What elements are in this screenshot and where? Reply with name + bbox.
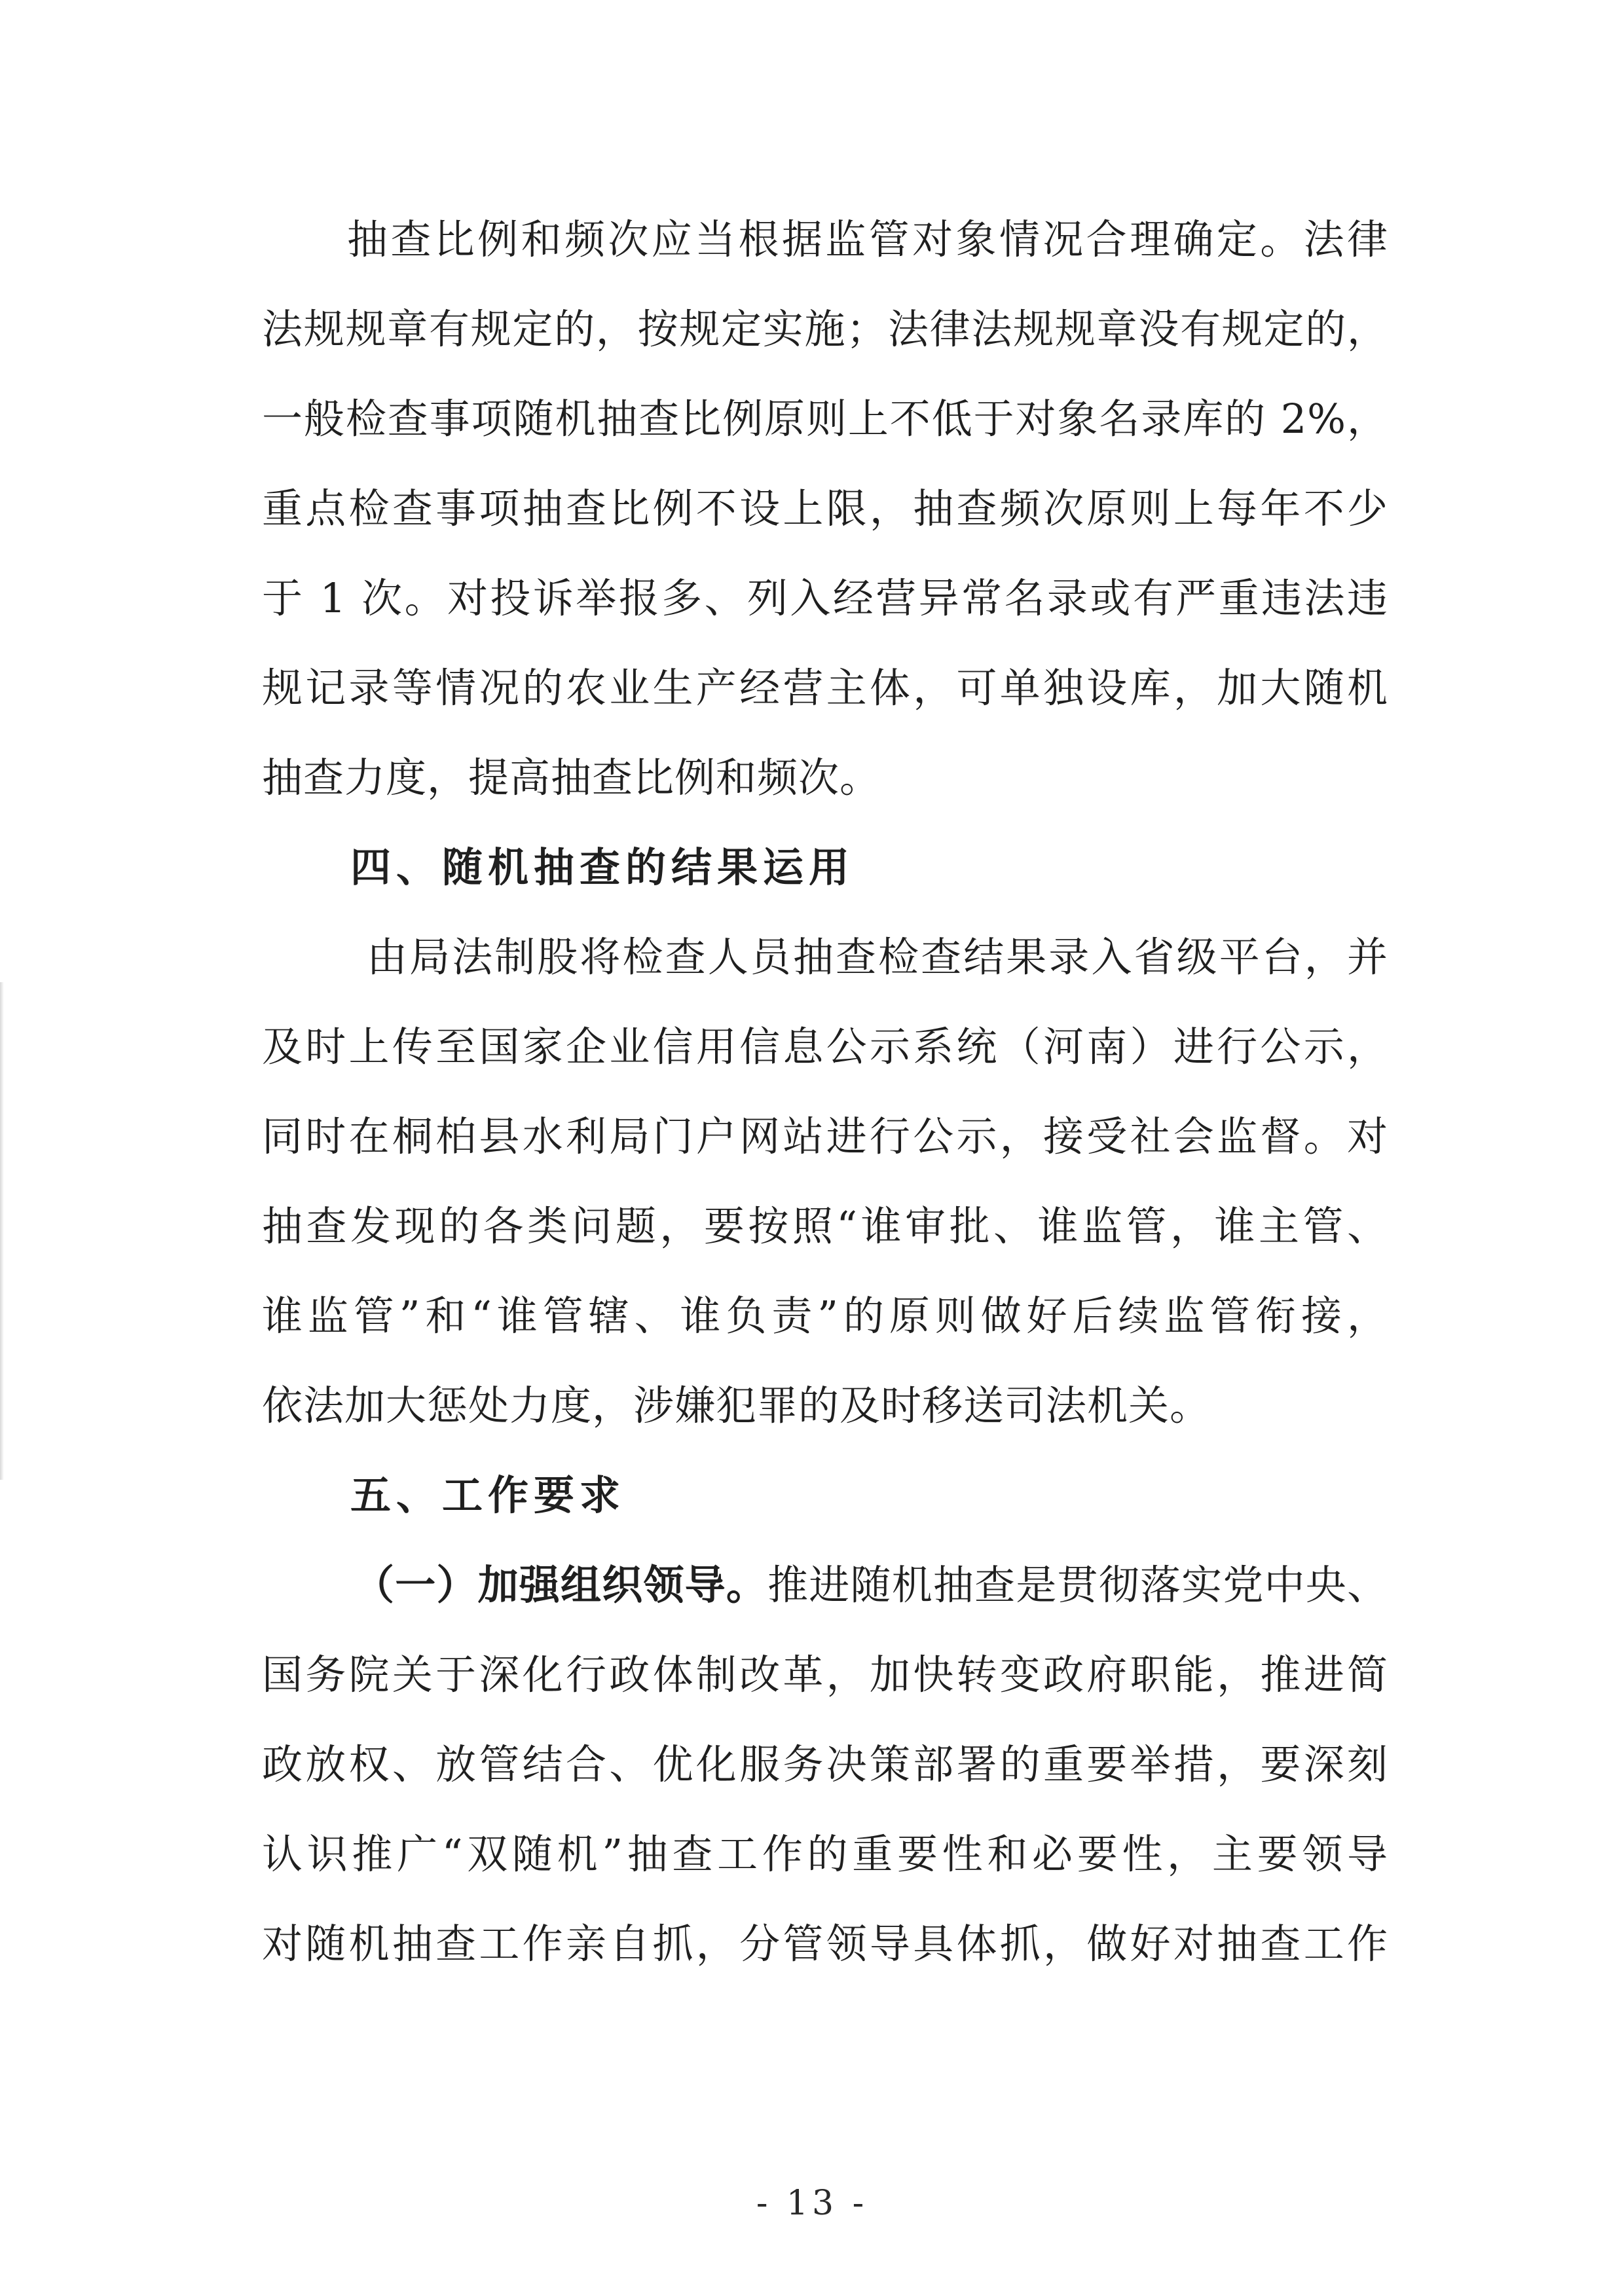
scan-edge-shadow xyxy=(0,982,4,1480)
paragraph-line: 依法加大惩处力度，涉嫌犯罪的及时移送司法机关。 xyxy=(262,1382,1211,1429)
paragraph-line: 规记录等情况的农业生产经营主体，可单独设库，加大随机 xyxy=(262,664,1388,712)
paragraph-line: 一般检查事项随机抽查比例原则上不低于对象名录库的 2%， xyxy=(262,395,1388,443)
page-number: - 13 - xyxy=(756,2184,868,2223)
paragraph-line: 对随机抽查工作亲自抓，分管领导具体抓，做好对抽查工作 xyxy=(262,1920,1388,1968)
subsection-title: （一）加强组织领导。 xyxy=(354,1561,768,1609)
paragraph-line: 重点检查事项抽查比例不设上限，抽查频次原则上每年不少 xyxy=(262,485,1388,532)
subsection-text: 推进随机抽查是贯彻落实党中央、 xyxy=(767,1561,1388,1609)
subsection-first-line xyxy=(354,1559,1388,1611)
paragraph-line: 抽查力度，提高抽查比例和频次。 xyxy=(262,754,881,801)
paragraph-line: 及时上传至国家企业信用信息公示系统（河南）进行公示， xyxy=(262,1023,1388,1071)
paragraph-line: 政放权、放管结合、优化服务决策部署的重要举措，要深刻 xyxy=(262,1740,1388,1788)
section-heading: 四、随机抽查的结果运用 xyxy=(350,843,855,891)
paragraph-line: 法规规章有规定的，按规定实施；法律法规规章没有规定的， xyxy=(262,305,1388,353)
paragraph-line: 同时在桐柏县水利局门户网站进行公示，接受社会监督。对 xyxy=(262,1112,1388,1160)
paragraph-line: 抽查比例和频次应当根据监管对象情况合理确定。法律 xyxy=(347,215,1388,263)
paragraph-line: 国务院关于深化行政体制改革，加快转变政府职能，推进简 xyxy=(262,1651,1388,1698)
paragraph-line: 认识推广“双随机”抽查工作的重要性和必要性，主要领导 xyxy=(262,1830,1388,1878)
paragraph-line: 抽查发现的各类问题，要按照“谁审批、谁监管，谁主管、 xyxy=(262,1202,1388,1250)
paragraph-line: 由局法制股将检查人员抽查检查结果录入省级平台，并 xyxy=(367,933,1388,981)
paragraph-line: 于 1 次。对投诉举报多、列入经营异常名录或有严重违法违 xyxy=(262,574,1388,622)
paragraph-line: 谁监管”和“谁管辖、谁负责”的原则做好后续监管衔接， xyxy=(262,1292,1388,1340)
section-heading: 五、工作要求 xyxy=(350,1471,626,1519)
